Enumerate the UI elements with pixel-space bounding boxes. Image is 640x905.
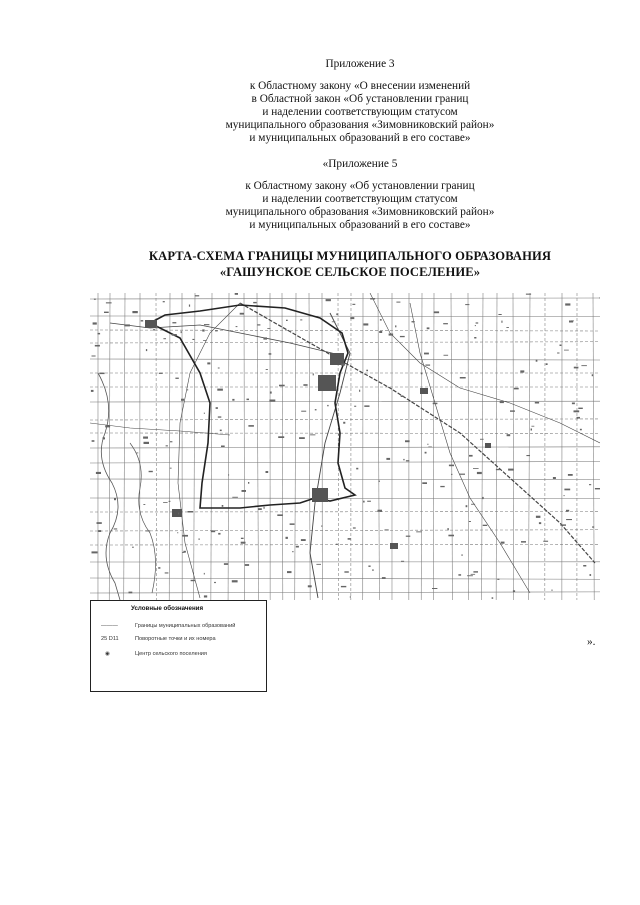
- legend-label-points: Поворотные точки и их номера: [135, 636, 216, 642]
- boundary-map: [90, 293, 600, 600]
- header-line-b3: муниципального образования «Зимовниковский район»: [225, 206, 495, 218]
- appendix-3-heading: Приложение 3: [325, 58, 395, 70]
- map-title-line-1: КАРТА-СХЕМА ГРАНИЦЫ МУНИЦИПАЛЬНОГО ОБРАЗОВАНИЯ: [148, 249, 552, 263]
- header-line-b2: и наделении соответствующим статусом: [262, 193, 458, 205]
- header-line-a4: муниципального образования «Зимовниковский район»: [225, 119, 495, 131]
- header-line-a1: к Областному закону «О внесении изменений: [249, 80, 471, 92]
- legend-symbol-boundary: ———: [101, 623, 118, 629]
- header-line-b4: и муниципальных образований в его составе»: [249, 219, 471, 231]
- legend-symbol-points: 25 D11: [101, 636, 119, 642]
- legend-row-center: [91, 651, 266, 663]
- legend-label-center: Центр сельского поселения: [135, 651, 207, 657]
- map-legend: [90, 600, 267, 692]
- legend-row-boundary: [91, 623, 266, 635]
- appendix-5-heading: «Приложение 5: [322, 158, 398, 170]
- header-line-b1: к Областному закону «Об установлении границ: [245, 180, 475, 192]
- legend-title: Условные обозначения: [131, 605, 204, 612]
- header-line-a3: и наделении соответствующим статусом: [262, 106, 458, 118]
- header-line-a2: в Областной закон «Об установлении границ: [251, 93, 469, 105]
- header-line-a5: и муниципальных образований в его составе»: [249, 132, 471, 144]
- legend-label-boundary: Границы муниципальных образований: [135, 623, 236, 629]
- closing-quote-mark: ».: [587, 636, 596, 648]
- legend-symbol-center: ◉: [105, 651, 110, 657]
- map-title-line-2: «ГАШУНСКОЕ СЕЛЬСКОЕ ПОСЕЛЕНИЕ»: [219, 265, 481, 279]
- legend-row-points: [91, 636, 266, 648]
- map-drawing: [90, 293, 600, 600]
